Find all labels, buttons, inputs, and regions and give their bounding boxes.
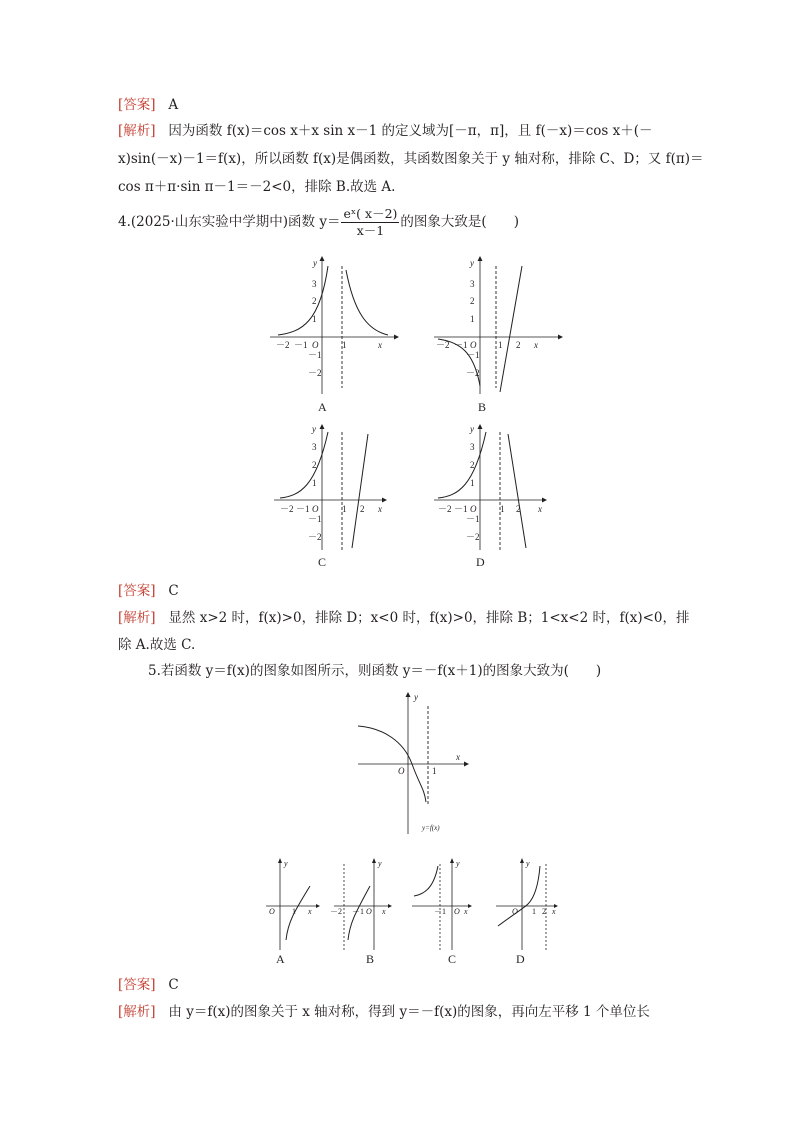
q3-answer-line xyxy=(118,96,178,114)
analysis-text: 显然 x>2 时，f(x)>0，排除 D；x<0 时，f(x)>0，排除 B；1<x<2 时，f(x)<0，排 xyxy=(168,610,690,626)
y-axis-label: y xyxy=(414,692,418,702)
q4-stem-suffix: 的图象大致是( ) xyxy=(400,214,519,230)
option-label-c: C xyxy=(448,952,457,966)
q4-stem xyxy=(118,205,519,239)
answer-tag: [答案] xyxy=(118,977,156,993)
answer-value: C xyxy=(168,977,179,993)
tick-x-1: 1 xyxy=(432,766,437,776)
svg-text:2: 2 xyxy=(312,460,317,470)
svg-text:－2: －2 xyxy=(466,532,480,542)
answer-value: C xyxy=(168,583,179,599)
q4-analysis-line-1 xyxy=(118,609,690,627)
q4-graph-b xyxy=(426,252,566,414)
option-label-c: C xyxy=(318,555,327,569)
analysis-tag: [解析] xyxy=(118,610,156,626)
svg-text:y: y xyxy=(526,859,530,868)
q3-analysis-line-2: x)sin(－x)－1＝f(x)，所以函数 f(x)是偶函数，其函数图象关于 y 轴对称，排除 C、D；又 f(π)＝ xyxy=(118,151,704,167)
option-label-b: B xyxy=(478,400,487,414)
svg-text:－1: －1 xyxy=(296,504,310,514)
svg-text:x: x xyxy=(378,504,382,514)
svg-text:O: O xyxy=(454,907,460,916)
svg-text:1: 1 xyxy=(292,907,296,916)
svg-text:3: 3 xyxy=(470,442,475,452)
svg-text:－2: －2 xyxy=(330,907,342,916)
analysis-tag: [解析] xyxy=(118,123,156,139)
tick-y-2: 2 xyxy=(312,296,317,306)
tick-y-3: 3 xyxy=(312,279,317,289)
svg-text:x: x xyxy=(538,504,542,514)
svg-text:O: O xyxy=(366,907,372,916)
svg-text:2: 2 xyxy=(470,460,475,470)
q3-analysis-line-3: cos π＋π·sin π－1＝－2<0，排除 B.故选 A. xyxy=(118,179,396,195)
svg-text:－2: －2 xyxy=(438,504,452,514)
q5-main-graph xyxy=(354,690,474,840)
svg-text:y: y xyxy=(456,859,460,868)
svg-text:1: 1 xyxy=(500,504,505,514)
option-label-d: D xyxy=(476,555,485,569)
svg-text:－2: －2 xyxy=(280,504,294,514)
option-label-a: A xyxy=(318,400,327,414)
svg-text:1: 1 xyxy=(470,314,475,324)
q4-graph-c xyxy=(270,420,410,569)
svg-text:y: y xyxy=(312,424,316,434)
analysis-text: 由 y＝f(x)的图象关于 x 轴对称，得到 y＝－f(x)的图象，再向左平移 1 个单位长 xyxy=(168,1004,650,1020)
analysis-text: 因为函数 f(x)＝cos x＋x sin x－1 的定义域为[－π，π]，且 f(－x)＝cos x＋(－ xyxy=(168,123,653,139)
tick-x-1: 1 xyxy=(342,340,347,350)
svg-text:x: x xyxy=(552,907,556,916)
origin-label: O xyxy=(398,766,405,776)
svg-text:2: 2 xyxy=(360,504,365,514)
svg-text:3: 3 xyxy=(312,442,317,452)
svg-text:－1: －1 xyxy=(352,907,364,916)
tick-x-neg1: －1 xyxy=(294,340,308,350)
svg-text:O: O xyxy=(312,504,319,514)
svg-text:3: 3 xyxy=(470,279,475,289)
svg-text:1: 1 xyxy=(498,340,503,350)
q4-answer-line xyxy=(118,582,179,600)
svg-text:O: O xyxy=(470,504,477,514)
svg-text:x: x xyxy=(308,907,312,916)
svg-text:－1: －1 xyxy=(454,504,468,514)
y-axis-label: y xyxy=(313,258,317,268)
svg-text:－1: －1 xyxy=(434,907,446,916)
graph-caption: y=f(x) xyxy=(422,824,440,832)
x-axis-label: x xyxy=(378,340,382,350)
svg-text:2: 2 xyxy=(516,340,521,350)
svg-text:－2: －2 xyxy=(308,532,322,542)
option-label-a: A xyxy=(276,952,285,966)
svg-text:1: 1 xyxy=(312,478,317,488)
svg-text:1: 1 xyxy=(342,504,347,514)
option-label-d: D xyxy=(516,952,525,966)
svg-text:－1: －1 xyxy=(466,350,480,360)
svg-text:2: 2 xyxy=(470,296,475,306)
tick-x-neg2: －2 xyxy=(276,340,290,350)
svg-text:y: y xyxy=(284,859,288,868)
q5-stem: 5.若函数 y＝f(x)的图象如图所示，则函数 y＝－f(x＋1)的图象大致为( ) xyxy=(148,663,602,679)
svg-text:1: 1 xyxy=(470,478,475,488)
svg-text:－1: －1 xyxy=(454,340,468,350)
svg-text:1: 1 xyxy=(532,907,536,916)
svg-text:y: y xyxy=(470,424,474,434)
svg-text:O: O xyxy=(512,907,518,916)
q3-analysis-line-1 xyxy=(118,122,653,140)
answer-value: A xyxy=(168,97,179,113)
svg-text:O: O xyxy=(470,340,477,350)
svg-text:－1: －1 xyxy=(466,514,480,524)
svg-text:O: O xyxy=(269,907,275,916)
svg-text:2: 2 xyxy=(542,907,546,916)
q5-graph-a xyxy=(262,856,322,966)
svg-text:y: y xyxy=(378,859,382,868)
origin-label: O xyxy=(312,340,319,350)
tick-y-neg1: －1 xyxy=(308,350,322,360)
svg-text:x: x xyxy=(464,907,468,916)
answer-tag: [答案] xyxy=(118,583,156,599)
q5-answer-line xyxy=(118,976,179,994)
option-label-b: B xyxy=(366,952,375,966)
fraction-numerator: eˣ( x－2) xyxy=(343,206,398,221)
q4-graph-a xyxy=(262,252,402,414)
tick-y-neg2: －2 xyxy=(308,368,322,378)
q5-graph-b xyxy=(330,856,392,966)
answer-tag: [答案] xyxy=(118,97,156,113)
q4-analysis-line-2: 除 A.故选 C. xyxy=(118,637,196,653)
svg-text:－1: －1 xyxy=(308,514,322,524)
q4-fraction xyxy=(341,206,399,239)
tick-y-1: 1 xyxy=(312,314,317,324)
q5-graph-c xyxy=(410,856,474,966)
x-axis-label: x xyxy=(456,752,460,762)
q5-graph-d xyxy=(494,856,560,966)
q4-graph-d xyxy=(430,420,570,569)
analysis-tag: [解析] xyxy=(118,1004,156,1020)
svg-text:2: 2 xyxy=(516,504,521,514)
svg-text:y: y xyxy=(470,258,474,268)
svg-text:x: x xyxy=(382,907,386,916)
svg-text:x: x xyxy=(534,340,538,350)
q5-analysis-line-1 xyxy=(118,1003,650,1021)
svg-text:－2: －2 xyxy=(466,368,480,378)
q4-stem-prefix: 4.(2025·山东实验中学期中)函数 y＝ xyxy=(118,214,341,230)
fraction-denominator: x－1 xyxy=(356,223,385,238)
svg-text:－2: －2 xyxy=(436,340,450,350)
